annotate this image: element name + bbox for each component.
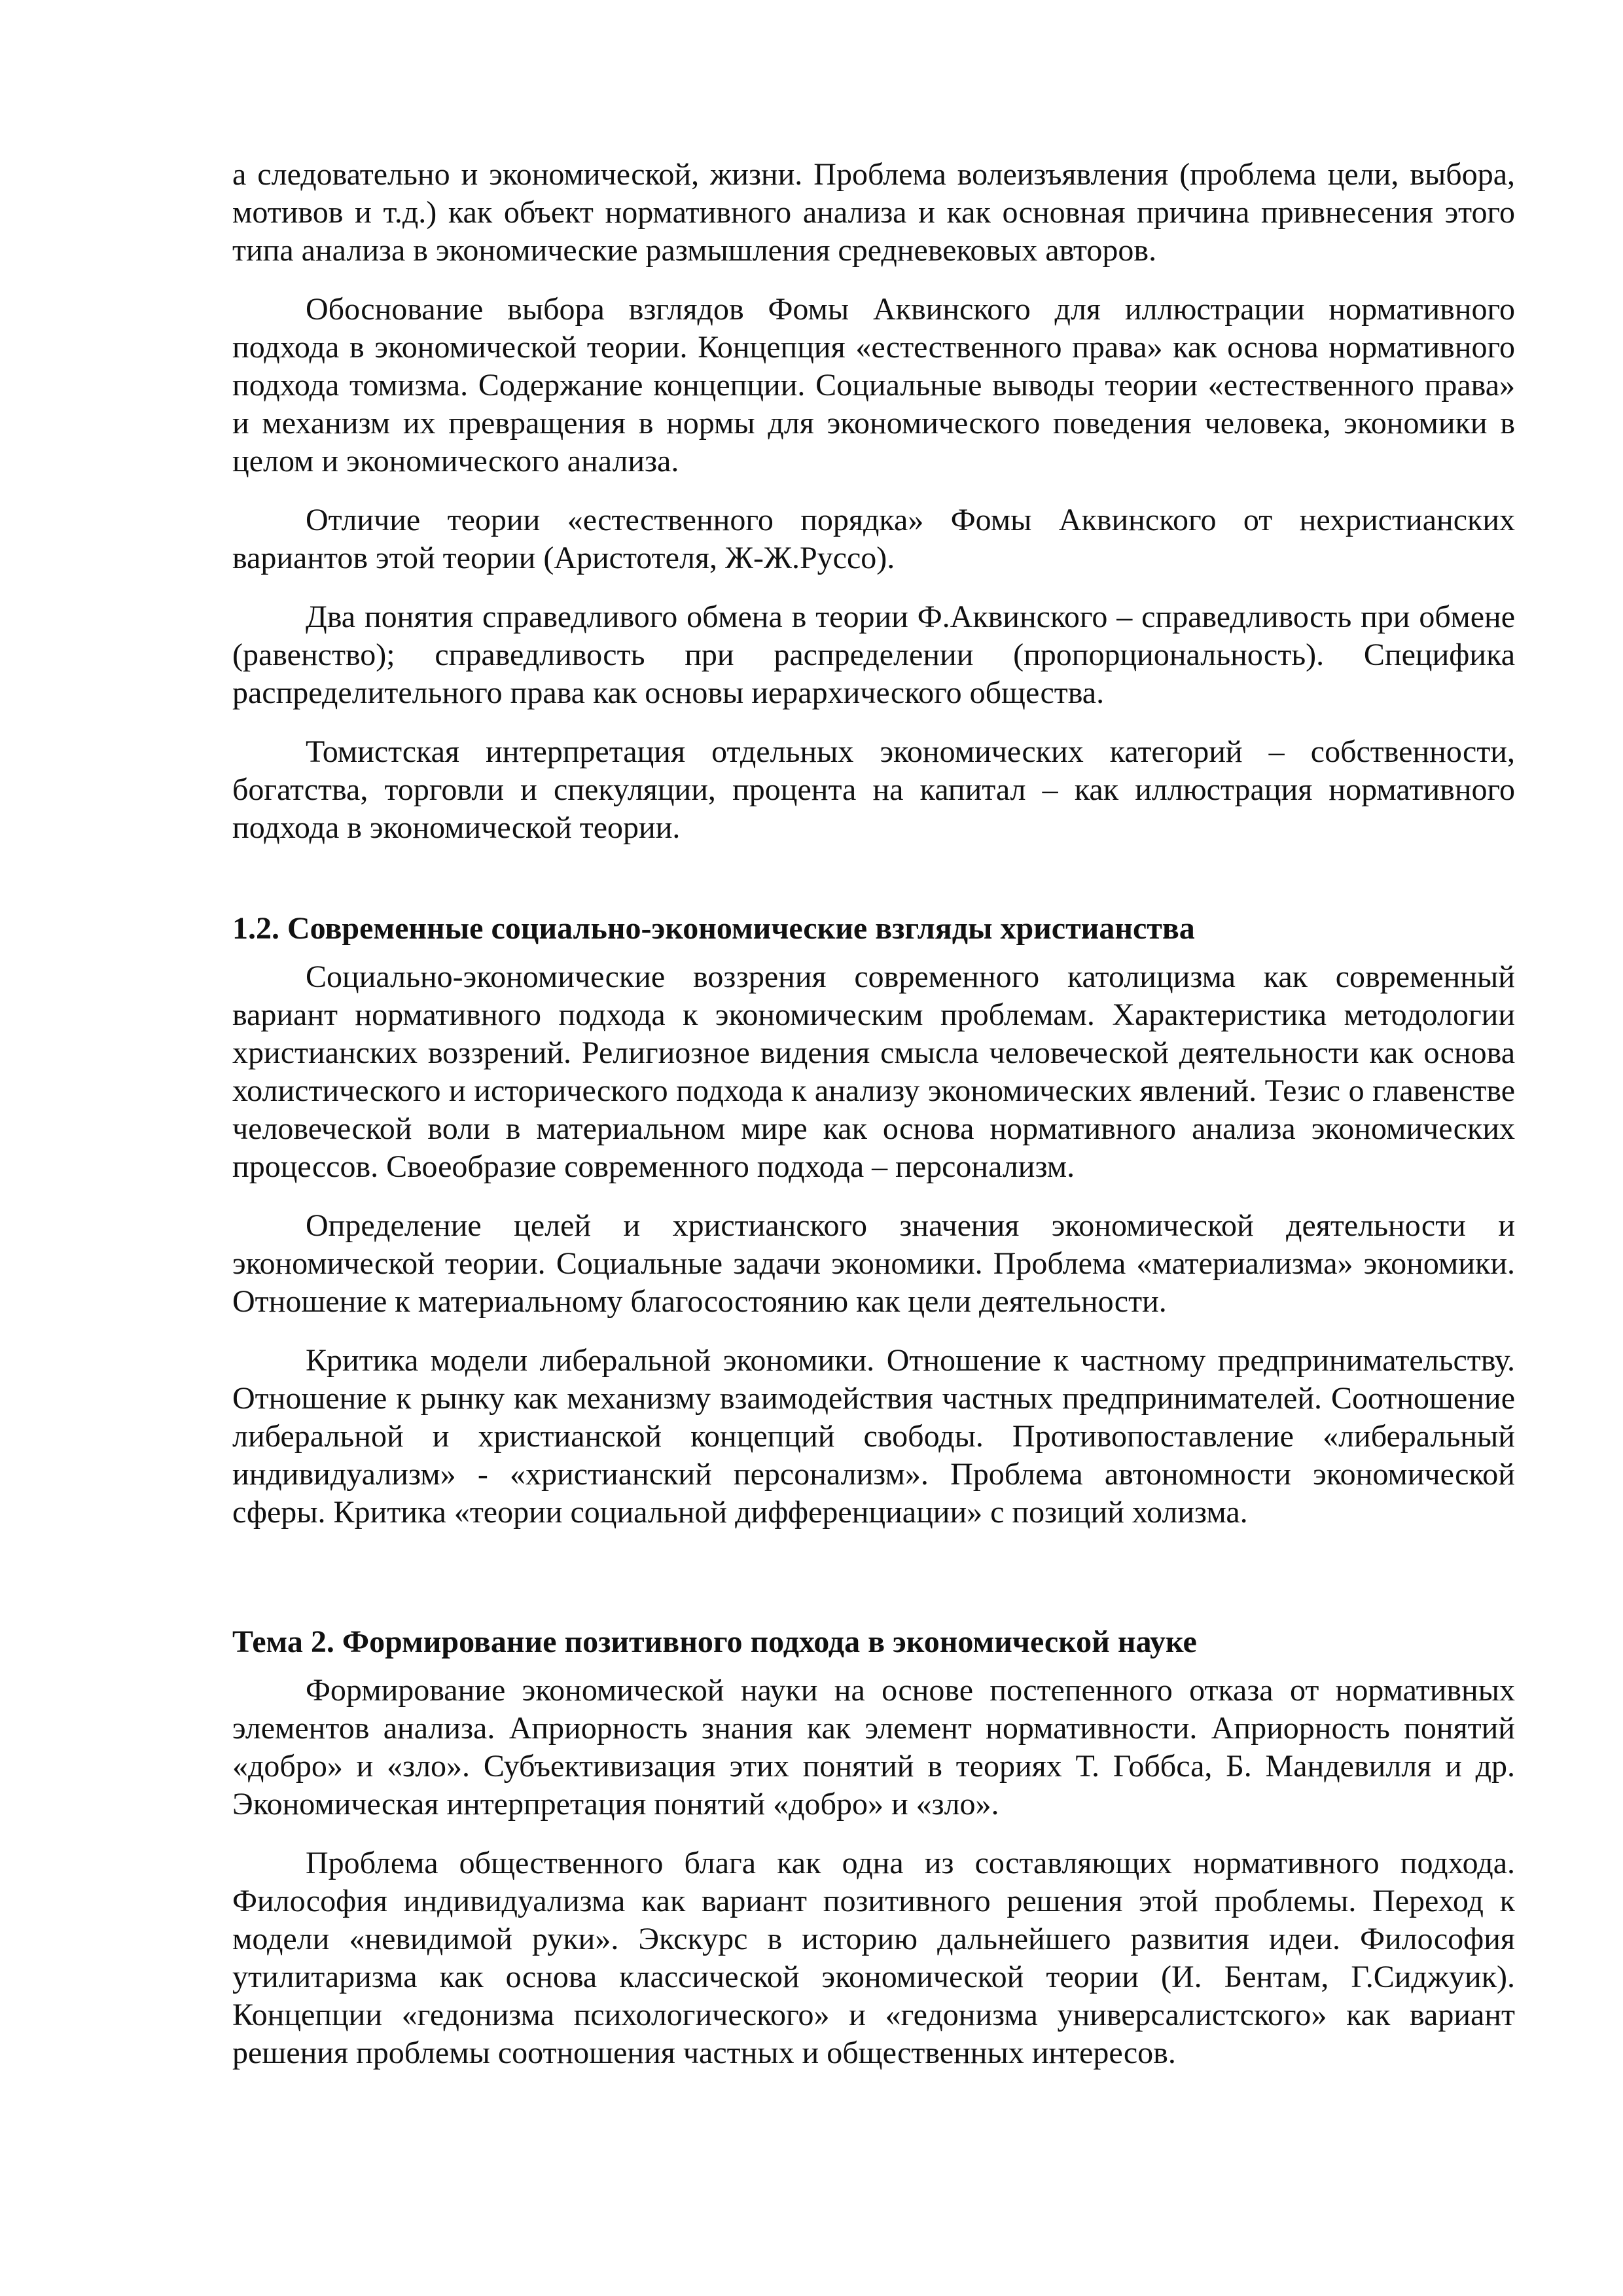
paragraph-aquinas-natural-law: Обоснование выбора взглядов Фомы Аквинского для иллюстрации нормативного подхода в экономической теории. Концепция «естественного права» как основа нормативного подхода томизма. Содержание концепции. Социальные выводы теории «естественного права» и механизм их превращения в нормы для экономического поведения человека, экономики в целом и экономического анализа.	[232, 292, 1515, 478]
paragraph-positive-approach: Формирование экономической науки на основе постепенного отказа от нормативных элементов анализа. Априорность знания как элемент нормативности. Априорность понятий «добро» и «зло». Субъективизация этих понятий в теориях Т. Гоббса, Б. Мандевилля и др. Экономическая интерпретация понятий «добро» и «зло».	[232, 1673, 1515, 1821]
paragraph-volition-problem: а следовательно и экономической, жизни. Проблема волеизъявления (проблема цели, выбора, мотивов и т.д.) как объект нормативного анализа и как основная причина привнесения этого типа анализа в экономические размышления средневековых авторов.	[232, 157, 1515, 268]
paragraph-christian-goals: Определение целей и христианского значения экономической деятельности и экономической теории. Социальные задачи экономики. Проблема «материализма» экономики. Отношение к материальному благосостоянию как цели деятельности.	[232, 1208, 1515, 1319]
section-heading-1-2: 1.2. Современные социально-экономические взгляды христианства	[232, 911, 1195, 946]
topic-heading-2: Тема 2. Формирование позитивного подхода в экономической науке	[232, 1624, 1197, 1659]
document-page	[232, 156, 1515, 2093]
paragraph-thomist-categories: Томистская интерпретация отдельных экономических категорий – собственности, богатства, торговли и спекуляции, процента на капитал – как иллюстрация нормативного подхода в экономической теории.	[232, 734, 1515, 845]
paragraph-liberal-critique: Критика модели либеральной экономики. Отношение к частному предпринимательству. Отношение к рынку как механизму взаимодействия частных предпринимателей. Соотношение либеральной и христианской концепций свободы. Противопоставление «либеральный индивидуализм» - «христианский персонализм». Проблема автономности экономической сферы. Критика «теории социальной дифференциации» с позиций холизма.	[232, 1343, 1515, 1530]
paragraph-catholic-views: Социально-экономические воззрения современного католицизма как современный вариант нормативного подхода к экономическим проблемам. Характеристика методологии христианских воззрений. Религиозное видения смысла человеческой деятельности как основа холистического и исторического подхода к анализу экономических явлений. Тезис о главенстве человеческой воли в материальном мире как основа нормативного анализа экономических процессов. Своеобразие современного подхода – персонализм.	[232, 960, 1515, 1184]
paragraph-just-exchange: Два понятия справедливого обмена в теории Ф.Аквинского – справедливость при обмене (равенство); справедливость при распределении (пропорциональность). Специфика распределительного права как основы иерархического общества.	[232, 600, 1515, 710]
paragraph-public-good: Проблема общественного блага как одна из составляющих нормативного подхода. Философия индивидуализма как вариант позитивного решения этой проблемы. Переход к модели «невидимой руки». Экскурс в историю дальнейшего развития идеи. Философия утилитаризма как основа классической экономической теории (И. Бентам, Г.Сиджуик). Концепции «гедонизма психологического» и «гедонизма универсалистского» как вариант решения проблемы соотношения частных и общественных интересов.	[232, 1846, 1515, 2070]
paragraph-natural-order-difference: Отличие теории «естественного порядка» Фомы Аквинского от нехристианских вариантов этой теории (Аристотеля, Ж-Ж.Руссо).	[232, 503, 1515, 575]
